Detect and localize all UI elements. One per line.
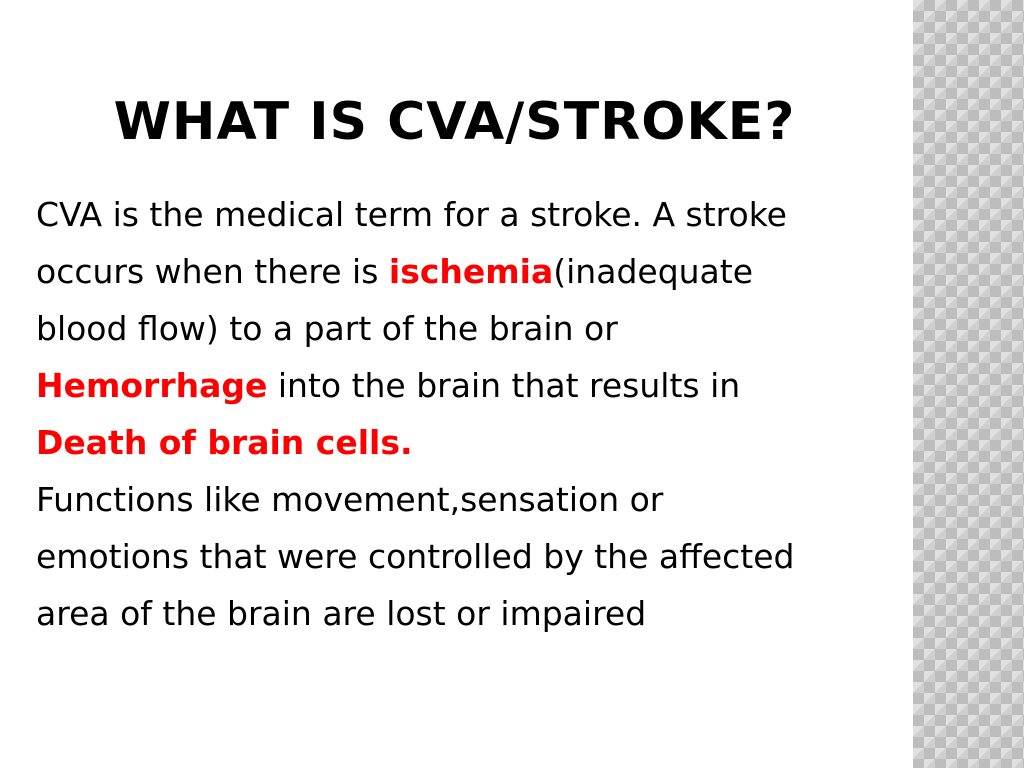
slide-body: [36, 186, 906, 642]
body-line: [36, 528, 906, 585]
body-line: [36, 243, 906, 300]
text-segment: into the brain that results in: [267, 366, 741, 405]
body-line: [36, 471, 906, 528]
text-segment: Functions like movement,sensation or: [36, 480, 664, 519]
body-line: [36, 585, 906, 642]
text-segment: (inadequate: [553, 252, 754, 291]
decorative-side-pattern: [913, 0, 1024, 768]
body-line: [36, 357, 906, 414]
highlight-death-of-brain-cells: Death of brain cells.: [36, 423, 413, 462]
text-segment: occurs when there is: [36, 252, 389, 291]
text-segment: emotions that were controlled by the affected: [36, 537, 795, 576]
text-segment: blood flow) to a part of the brain or: [36, 309, 618, 348]
highlight-term-hemorrhage: Hemorrhage: [36, 366, 268, 405]
body-line: [36, 300, 906, 357]
text-segment: CVA is the medical term for a stroke. A stroke: [36, 195, 787, 234]
slide-title: WHAT IS CVA/STROKE?: [113, 92, 796, 152]
text-segment: area of the brain are lost or impaired: [36, 594, 647, 633]
highlight-term-ischemia: ischemia: [388, 252, 554, 291]
body-line: [36, 414, 906, 471]
body-line: [36, 186, 906, 243]
